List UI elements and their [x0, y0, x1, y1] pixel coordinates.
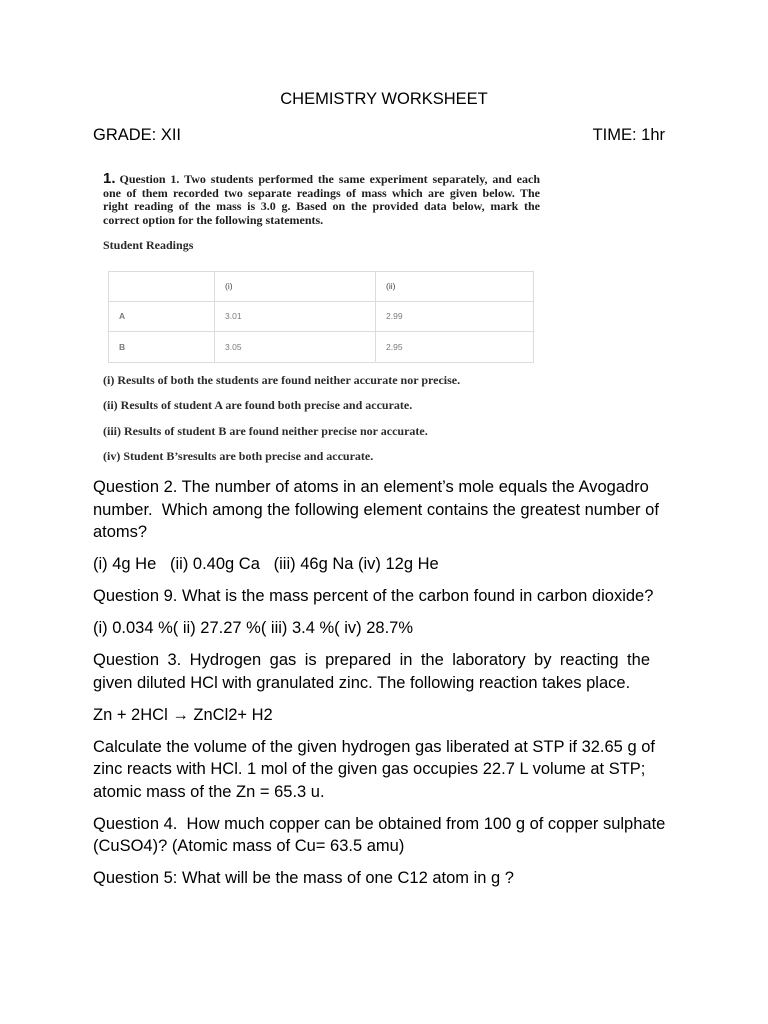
question-3-text-line: Question 3. Hydrogen gas is prepared in the laboratory by reacting the — [93, 651, 650, 669]
table-cell: 2.95 — [376, 331, 534, 362]
question-2-options-text: (i) 4g He (ii) 0.40g Ca (iii) 46g Na (iv) 12g He — [93, 555, 439, 573]
question-9 — [93, 585, 672, 608]
table-row-label: A — [109, 301, 215, 331]
question-4 — [93, 813, 672, 858]
question-2-options — [93, 553, 672, 576]
table-header-cell: (ii) — [376, 271, 534, 301]
question-1-text: Question 1. Two students performed the same experiment separately, and each — [119, 172, 540, 186]
question-3-equation — [93, 704, 672, 727]
table-cell: 3.05 — [215, 331, 376, 362]
question-2-text-line: number. Which among the following element contains the greatest number of — [93, 500, 659, 519]
question-3 — [93, 649, 672, 694]
table-cell: 3.01 — [215, 301, 376, 331]
reaction-equation: Zn + 2HCl → ZnCl2+ H2 — [93, 705, 273, 724]
worksheet-body — [93, 476, 672, 899]
table-header-cell: (i) — [215, 271, 376, 301]
worksheet-title: CHEMISTRY WORKSHEET — [280, 90, 488, 108]
question-3-followup-line: zinc reacts with HCl. 1 mol of the given gas occupies 22.7 L volume at STP; — [93, 760, 646, 778]
question-3-followup-line: Calculate the volume of the given hydrogen gas liberated at STP if 32.65 g of — [93, 737, 655, 756]
table-row-label: B — [109, 331, 215, 362]
question-1-text-line: correct option for the following statements. — [103, 212, 324, 227]
question-1-image — [103, 170, 540, 462]
table-row — [109, 331, 534, 362]
question-1-text-line: one of them recorded two separate readings of mass which are given below. The — [103, 185, 540, 200]
table-header-row — [109, 271, 534, 301]
question-1-statement: (i) Results of both the students are found neither accurate nor precise. — [103, 372, 461, 387]
question-9-options — [93, 617, 672, 640]
question-5 — [93, 867, 672, 890]
readings-table — [108, 271, 534, 363]
question-1-statement: (ii) Results of student A are found both precise and accurate. — [103, 398, 413, 413]
time-label: TIME: 1hr — [592, 126, 665, 144]
question-4-text-line: (CuSO4)? (Atomic mass of Cu= 63.5 amu) — [93, 837, 405, 855]
question-2 — [93, 476, 672, 544]
question-3-followup-line: atomic mass of the Zn = 65.3 u. — [93, 782, 325, 801]
question-2-text-line: atoms? — [93, 523, 148, 541]
question-9-options-text: (i) 0.034 %( ii) 27.27 %( iii) 3.4 %( iv) 28.7% — [93, 619, 414, 637]
question-1-number: 1. — [103, 170, 116, 187]
question-1-text-line — [103, 172, 540, 187]
table-header-cell — [109, 271, 215, 301]
question-3-text-line: given diluted HCl with granulated zinc. The following reaction takes place. — [93, 673, 631, 692]
question-5-text: Question 5: What will be the mass of one C12 atom in g ? — [93, 869, 514, 887]
question-2-text-line: Question 2. The number of atoms in an element’s mole equals the Avogadro — [93, 478, 649, 496]
question-1-statement: (iv) Student B’sresults are both precise and accurate. — [103, 448, 374, 463]
question-1-statement: (iii) Results of student B are found neither precise nor accurate. — [103, 423, 428, 438]
readings-table-caption: Student Readings — [103, 237, 194, 252]
table-cell: 2.99 — [376, 301, 534, 331]
grade-label: GRADE: XII — [93, 126, 182, 144]
question-3-followup — [93, 736, 672, 804]
question-4-text-line: Question 4. How much copper can be obtained from 100 g of copper sulphate — [93, 814, 666, 833]
question-9-text: Question 9. What is the mass percent of the carbon found in carbon dioxide? — [93, 587, 654, 605]
table-row — [109, 301, 534, 331]
question-1-text-line: right reading of the mass is 3.0 g. Based on the provided data below, mark the — [103, 199, 540, 214]
